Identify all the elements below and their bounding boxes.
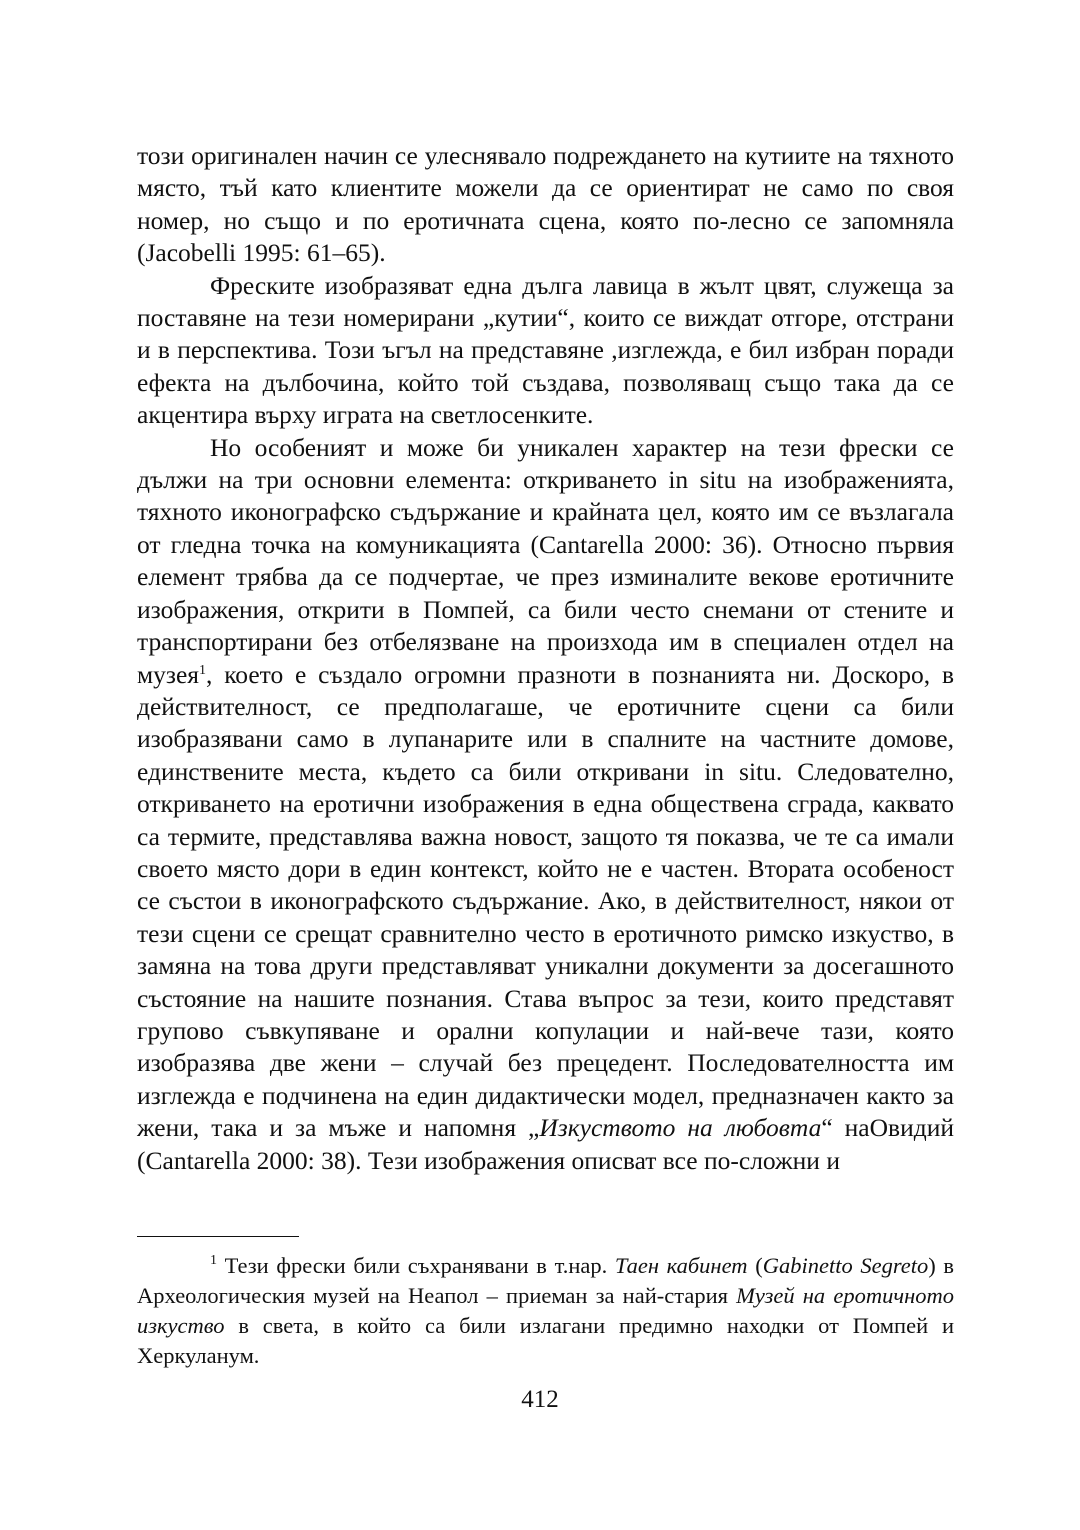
- footnote-separator: [137, 1236, 299, 1237]
- text-run: ) в Археологическия музей на Неапол – приеман за най-стария: [137, 1253, 955, 1308]
- footnote-reference: 1: [199, 662, 207, 678]
- text-run: Но особеният и може би уникален характер на тези фрески се дължи на три основни елемента: откриването in situ на изображенията, тяхното иконографско съдържание и крайната цел, която им се възлагала от гледна точка на комуникацията (Cantarella 2000: 36). Относно първия елемент трябва да се подчертае, че през изминалите векове еротичните изображения, открити в Помпей, са били често снемани от стените и транспортирани без отбелязване на произхода им в специален отдел на музея: [137, 432, 954, 689]
- italic-text: Музей на еротичното изкуство: [137, 1283, 954, 1338]
- paragraph-1: [137, 140, 954, 270]
- italic-text: Таен кабинет: [614, 1253, 748, 1278]
- text-run: Тези фрески били съхранявани в т.нар.: [217, 1253, 615, 1278]
- italic-text: Изкуството на любовта: [539, 1113, 822, 1143]
- text-run: в света, в който са били излагани предимно находки от Помпей и Херкуланум.: [137, 1313, 954, 1368]
- footnote: [137, 1251, 954, 1371]
- text-run: този оригинален начин се улеснявало подреждането на кутиите на тяхното място, тъй като клиентите можели да се ориентират не само по своя номер, но също и по еротичната сцена, която по-лесно се запомняла (Jacobelli 1995: 61–65).: [137, 141, 954, 268]
- footnote-number: 1: [210, 1253, 217, 1268]
- paragraph-2: [137, 270, 954, 432]
- paragraph-3: [137, 432, 954, 1177]
- italic-text: Gabinetto Segreto: [762, 1253, 929, 1278]
- body-text: [137, 140, 954, 1177]
- text-run: , което е създало огромни празноти в познанията ни. Доскоро, в действителност, се предполагаше, че еротичните сцени са били изобразявани само в лупанарите или в спалните на частните домове, единствените места, където са били откривани in situ. Следователно, откриването на еротични изображения в една обществена сграда, каквато са термите, представлява важна новост, защото тя показва, че те са имали своето място дори в един контекст, който не е частен. Втората особеност се състои в иконографското съдържание. Ако, в действителност, някои от тези сцени се срещат сравнително често в еротичното римско изкуство, в замяна на това други представляват уникални документи за досегашното състояние на нашите познания. Става въпрос за тези, които представят групово съвкупяване и орални копулации и най-вече тази, която изобразява две жени – случай без прецедент. Последователността им изглежда е подчинена на един дидактически модел, предназначен както за жени, така и за мъже и напомня „: [137, 659, 954, 1143]
- page-number: 412: [521, 1386, 559, 1413]
- text-run: (: [747, 1253, 763, 1278]
- text-run: “ наОвидий (Cantarella 2000: 38). Тези изображения описват все по-сложни и: [137, 1113, 954, 1175]
- text-run: Фреските изобразяват една дълга лавица в жълт цвят, служеща за поставяне на тези номерирани „кутии“, които се виждат отгоре, отстрани и в перспектива. Този ъгъл на представяне ,изглежда, е бил избран поради ефекта на дълбочина, който той създава, позволяващ също така да се акцентира върху играта на светлосенките.: [137, 270, 954, 430]
